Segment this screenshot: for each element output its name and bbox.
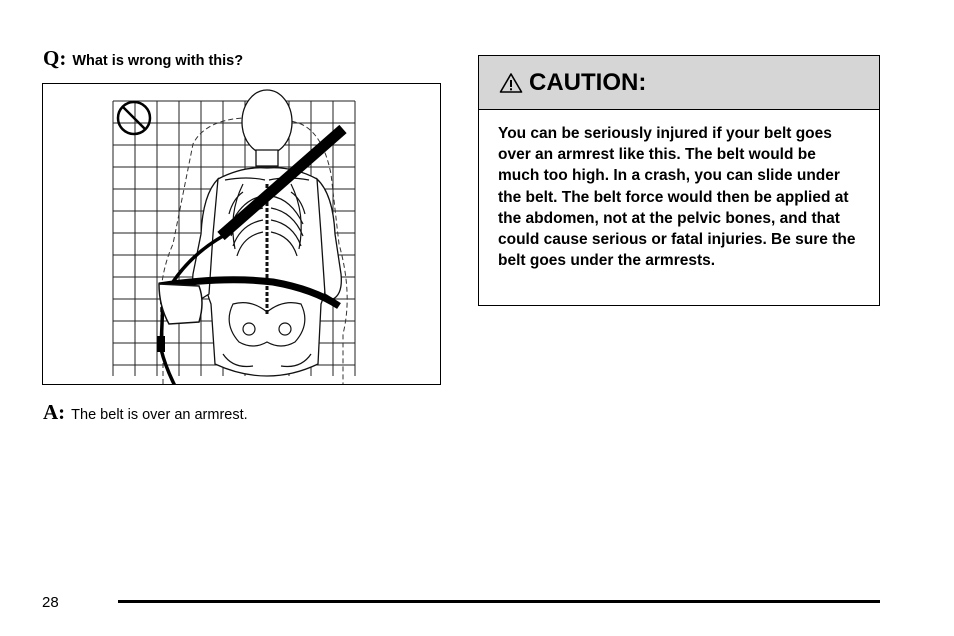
belt-buckle [157, 336, 165, 352]
question-mark: Q: [43, 46, 67, 70]
answer-text: The belt is over an armrest. [71, 407, 248, 423]
illustration-frame [42, 83, 441, 385]
footer-rule [118, 600, 880, 603]
answer [43, 400, 248, 425]
question-text: What is wrong with this? [72, 53, 244, 69]
caution-title: CAUTION: [529, 68, 647, 96]
prohibited-icon [118, 102, 150, 134]
caution-text: You can be seriously injured if your belt goes over an armrest like this. The belt would be much too high. In a crash, you can slide under the belt. The belt force would then be applied at the abdomen, not at the pelvic bones, and that could cause serious or fatal injuries. Be sure the belt goes under the armrests. [498, 125, 856, 270]
question [43, 46, 243, 71]
caution-box [478, 55, 880, 306]
caution-header [479, 56, 879, 110]
warning-triangle-icon [499, 72, 523, 94]
seat-belt-armrest-illustration [43, 84, 441, 385]
answer-mark: A: [43, 400, 66, 424]
armrest [159, 284, 202, 324]
page-number: 28 [42, 594, 59, 611]
